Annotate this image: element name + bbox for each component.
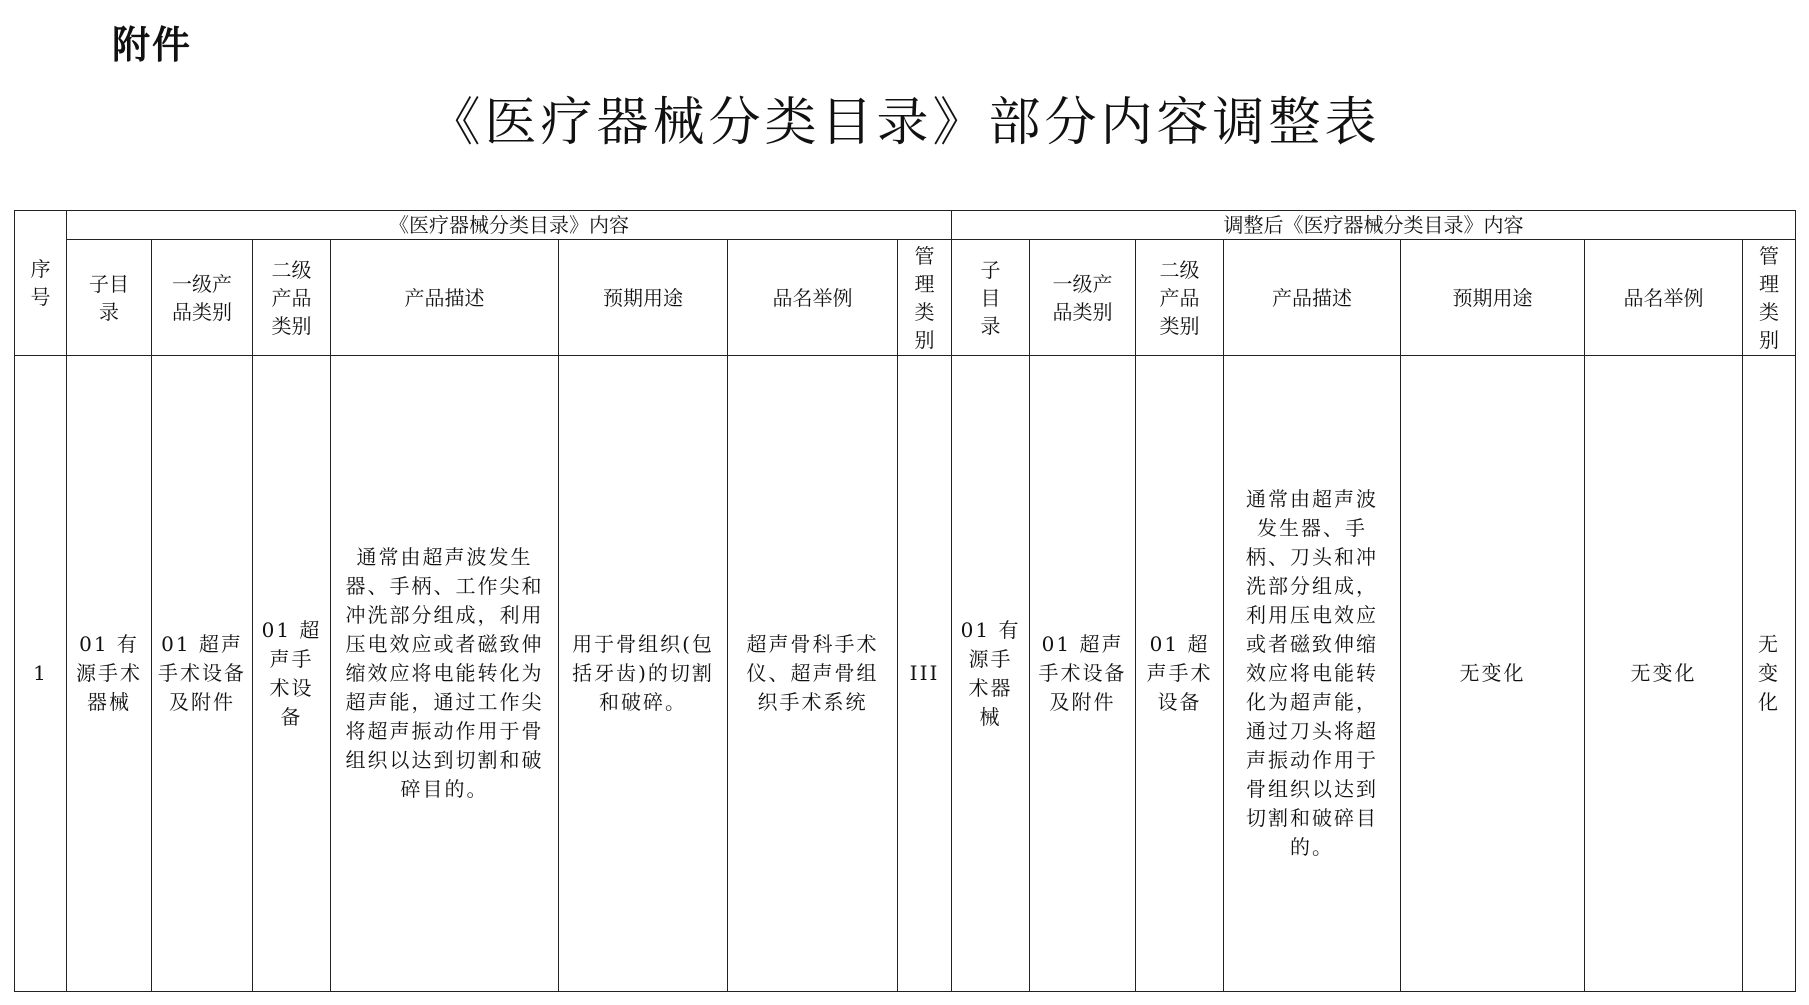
header-mgmt-class: 管理类别 [898,240,952,356]
header-adj-mgmt-class: 管理类别 [1743,240,1796,356]
cell-adj-level1: 01 超声手术设备及附件 [1030,356,1136,992]
header-level1: 一级产品类别 [152,240,253,356]
cell-adj-intended-use: 无变化 [1401,356,1585,992]
cell-adj-sub-catalog: 01 有源手术器械 [952,356,1030,992]
cell-intended-use: 用于骨组织(包括牙齿)的切割和破碎。 [559,356,728,992]
cell-sub-catalog: 01 有源手术器械 [67,356,152,992]
header-adj-examples: 品名举例 [1585,240,1743,356]
header-seq: 序号 [15,211,67,356]
cell-level2: 01 超声手术设备 [253,356,331,992]
header-examples: 品名举例 [728,240,898,356]
cell-adj-examples: 无变化 [1585,356,1743,992]
cell-adj-mgmt-class: 无变化 [1743,356,1796,992]
cell-adj-description: 通常由超声波发生器、手柄、刀头和冲洗部分组成，利用压电效应或者磁致伸缩效应将电能转化为超声能，通过刀头将超声振动作用于骨组织以达到切割和破碎目的。 [1224,356,1401,992]
header-description: 产品描述 [331,240,559,356]
adjustment-table [14,210,1796,992]
cell-level1: 01 超声手术设备及附件 [152,356,253,992]
cell-adj-level2: 01 超声手术设备 [1136,356,1224,992]
page-title: 《医疗器械分类目录》部分内容调整表 [428,93,1381,153]
cell-examples: 超声骨科手术仪、超声骨组织手术系统 [728,356,898,992]
cell-seq: 1 [15,356,67,992]
header-group-original: 《医疗器械分类目录》内容 [67,211,952,240]
header-adj-description: 产品描述 [1224,240,1401,356]
header-sub-catalog: 子目录 [67,240,152,356]
header-adj-level1: 一级产品类别 [1030,240,1136,356]
table-row [15,356,1796,992]
cell-mgmt-class: III [898,356,952,992]
header-adj-level2: 二级产品类别 [1136,240,1224,356]
header-adj-intended-use: 预期用途 [1401,240,1585,356]
header-adj-sub-catalog: 子目录 [952,240,1030,356]
header-intended-use: 预期用途 [559,240,728,356]
attachment-label: 附件 [112,23,193,67]
header-level2: 二级产品类别 [253,240,331,356]
cell-description: 通常由超声波发生器、手柄、工作尖和冲洗部分组成，利用压电效应或者磁致伸缩效应将电能转化为超声能，通过工作尖将超声振动作用于骨组织以达到切割和破碎目的。 [331,356,559,992]
header-group-adjusted: 调整后《医疗器械分类目录》内容 [952,211,1796,240]
